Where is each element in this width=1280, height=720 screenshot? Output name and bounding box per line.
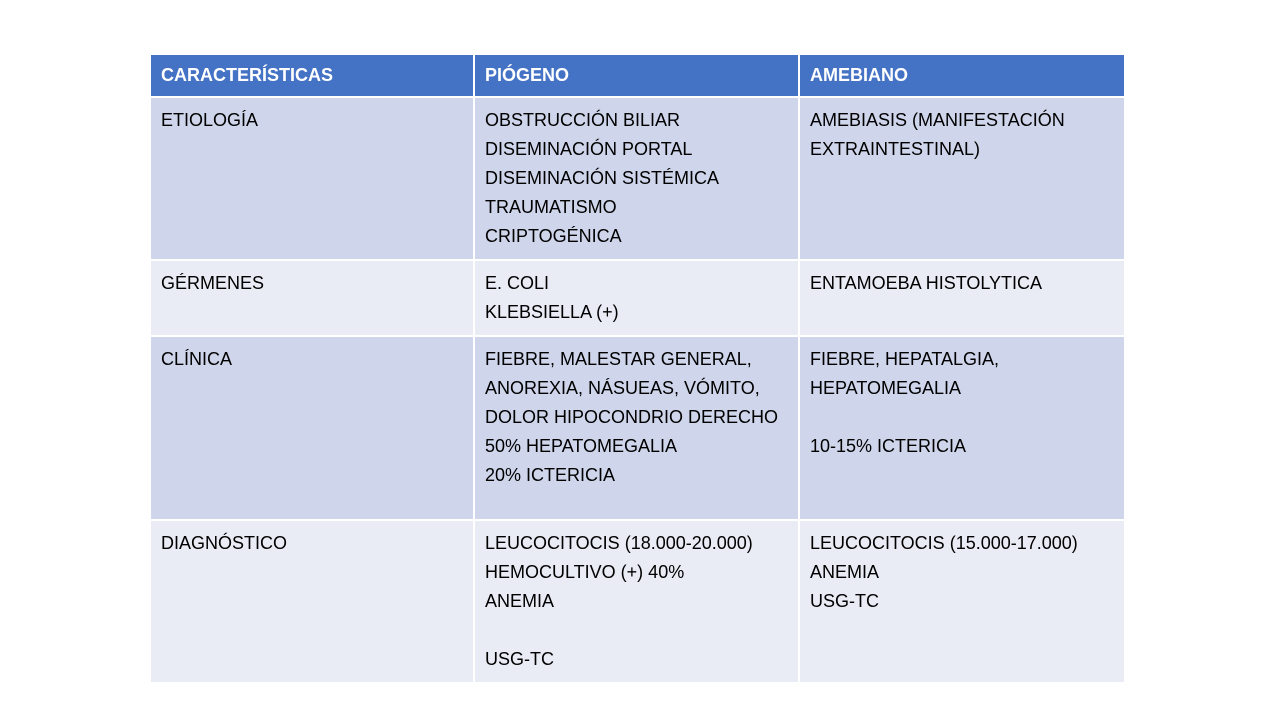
cell-piogeno: LEUCOCITOCIS (18.000-20.000) HEMOCULTIVO (+) 40% ANEMIA USG-TC [474, 520, 799, 683]
table-header-row [150, 54, 1125, 97]
header-piogeno: PIÓGENO [474, 54, 799, 97]
header-amebiano: AMEBIANO [799, 54, 1125, 97]
cell-amebiano: FIEBRE, HEPATALGIA, HEPATOMEGALIA 10-15% ICTERICIA [799, 336, 1125, 520]
header-caracteristicas: CARACTERÍSTICAS [150, 54, 474, 97]
table-row-diagnostico [150, 520, 1125, 683]
cell-piogeno: OBSTRUCCIÓN BILIAR DISEMINACIÓN PORTAL DISEMINACIÓN SISTÉMICA TRAUMATISMO CRIPTOGÉNICA [474, 97, 799, 260]
cell-amebiano: AMEBIASIS (MANIFESTACIÓN EXTRAINTESTINAL) [799, 97, 1125, 260]
cell-piogeno: E. COLI KLEBSIELLA (+) [474, 260, 799, 336]
cell-amebiano: ENTAMOEBA HISTOLYTICA [799, 260, 1125, 336]
row-label: DIAGNÓSTICO [150, 520, 474, 683]
table-row-germenes [150, 260, 1125, 336]
row-label: ETIOLOGÍA [150, 97, 474, 260]
row-label: GÉRMENES [150, 260, 474, 336]
cell-piogeno: FIEBRE, MALESTAR GENERAL, ANOREXIA, NÁSUEAS, VÓMITO, DOLOR HIPOCONDRIO DERECHO 50% HEPATOMEGALIA 20% ICTERICIA [474, 336, 799, 520]
cell-amebiano: LEUCOCITOCIS (15.000-17.000) ANEMIA USG-TC [799, 520, 1125, 683]
row-label: CLÍNICA [150, 336, 474, 520]
table-row-etiologia [150, 97, 1125, 260]
table-row-clinica [150, 336, 1125, 520]
comparison-table [149, 53, 1126, 684]
